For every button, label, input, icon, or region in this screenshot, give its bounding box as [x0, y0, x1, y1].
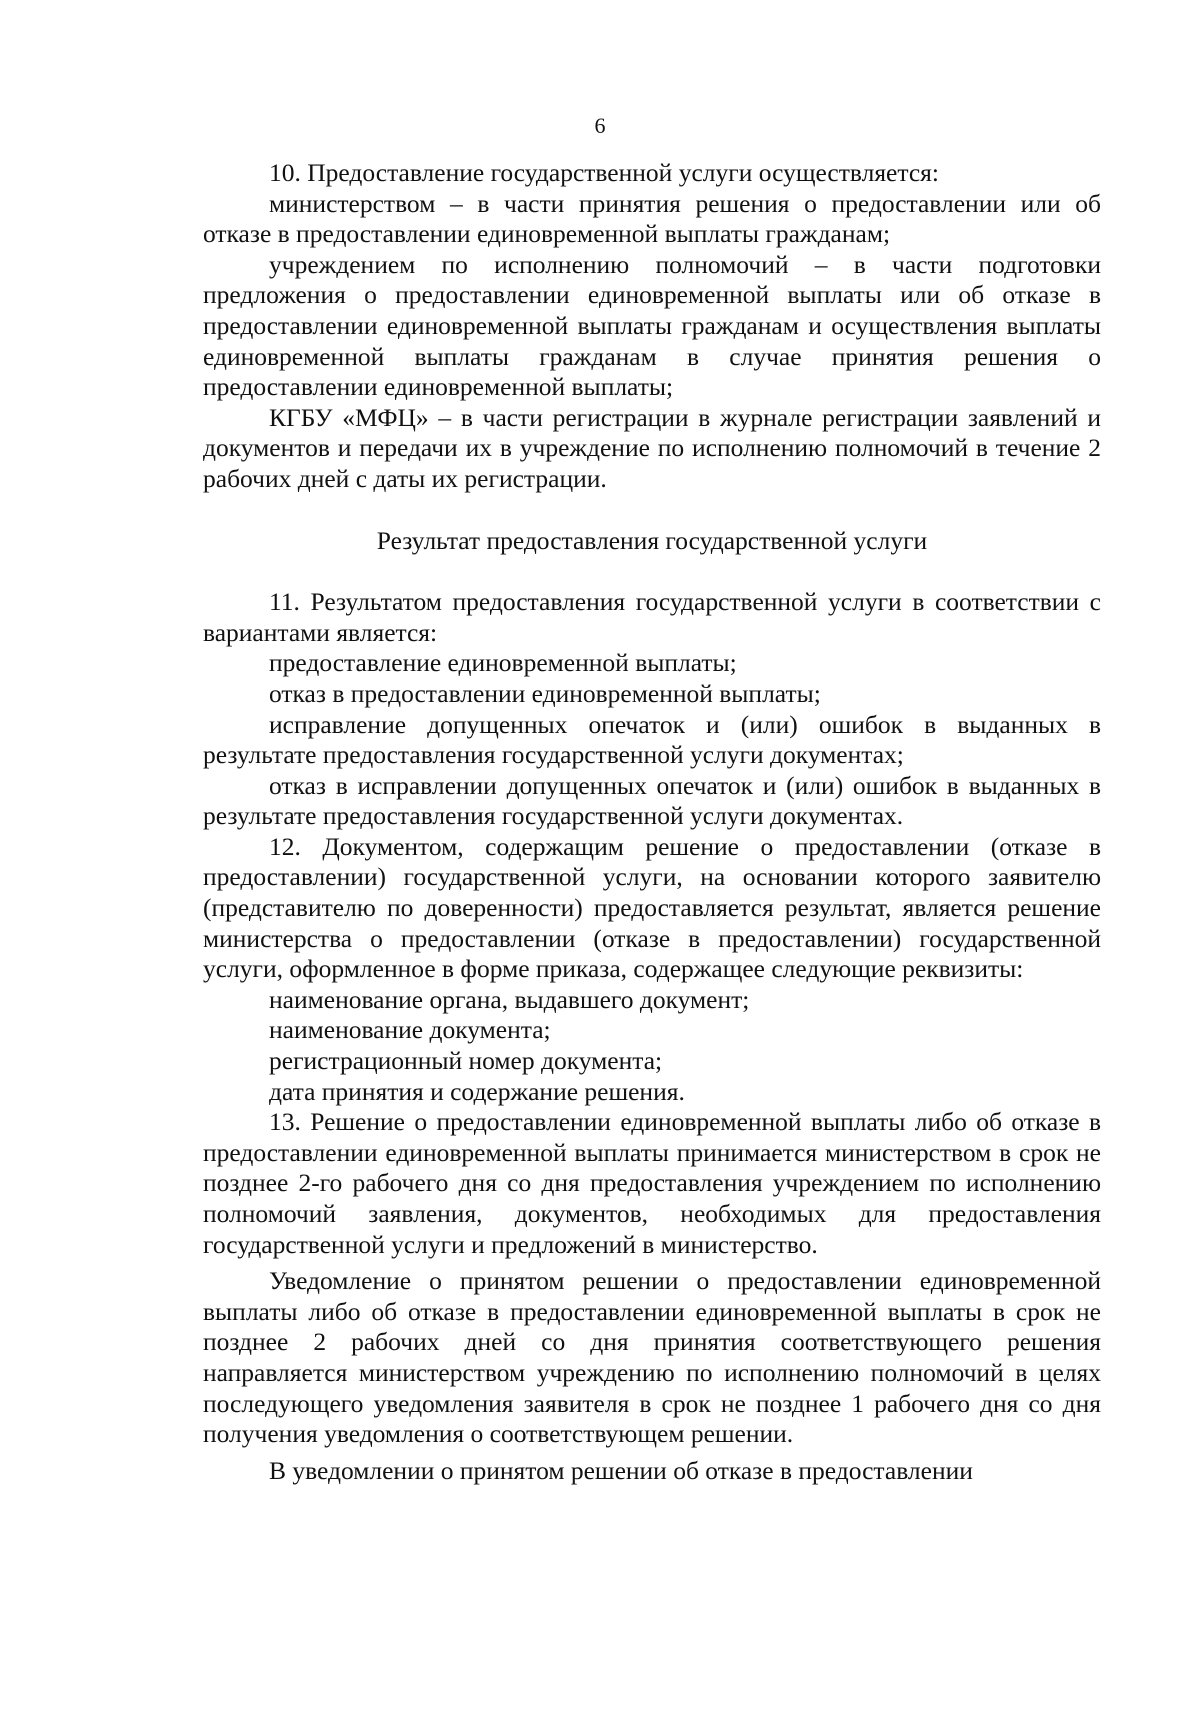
paragraph-12-registration-number: регистрационный номер документа;	[269, 1046, 663, 1076]
paragraph-13-refusal-notice: В уведомлении о принятом решении об отказе в предоставлении	[269, 1455, 973, 1485]
paragraph-12-intro: 12. Документом, содержащим решение о предоставлении (отказе в предоставлении) государственной услуги, на основании которого заявителю (представителю по доверенности) предоставляется результат, является решение министерства о предоставлении (отказе в предоставлении) государственной услуги, оформленное в форме приказа, содержащее следующие реквизиты:	[203, 831, 1101, 984]
paragraph-10-ministry: министерством – в части принятия решения о предоставлении или об отказе в предоставлении единовременной выплаты гражданам;	[203, 188, 1101, 249]
paragraph-10-mfc: КГБУ «МФЦ» – в части регистрации в журнале регистрации заявлений и документов и передачи их в учреждение по исполнению полномочий в течение 2 рабочих дней с даты их регистрации.	[203, 402, 1101, 493]
paragraph-13-notice: Уведомление о принятом решении о предоставлении единовременной выплаты либо об отказе в предоставлении единовременной выплаты в срок не позднее 2 рабочих дней со дня принятия соответствующего решения направляется министерством учреждению по исполнению полномочий в целях последующего уведомления заявителя в срок не позднее 1 рабочего дня со дня получения уведомления о соответствующем решении.	[203, 1266, 1101, 1449]
paragraph-10-intro: 10. Предоставление государственной услуги осуществляется:	[269, 158, 939, 187]
section-heading-result: Результат предоставления государственной услуги	[376, 525, 928, 555]
paragraph-11-refusal: отказ в предоставлении единовременной выплаты;	[269, 678, 821, 708]
paragraph-11-grant: предоставление единовременной выплаты;	[269, 648, 737, 678]
paragraph-11-correction-refusal: отказ в исправлении допущенных опечаток и (или) ошибок в выданных в результате предоставления государственной услуги документах.	[203, 770, 1101, 831]
paragraph-12-date: дата принятия и содержание решения.	[269, 1076, 685, 1106]
document-body	[203, 158, 1101, 1486]
paragraph-11-correction: исправление допущенных опечаток и (или) ошибок в выданных в результате предоставления государственной услуги документах;	[203, 709, 1101, 770]
paragraph-12-authority: наименование органа, выдавшего документ;	[269, 984, 750, 1014]
paragraph-12-document-name: наименование документа;	[269, 1015, 551, 1045]
paragraph-11-intro: 11. Результатом предоставления государственной услуги в соответствии с вариантами является:	[203, 587, 1101, 647]
paragraph-13-decision: 13. Решение о предоставлении единовременной выплаты либо об отказе в предоставлении единовременной выплаты принимается министерством в срок не позднее 2-го рабочего дня со дня предоставления учреждением по исполнению полномочий заявления, документов, необходимых для предоставления государственной услуги и предложений в министерство.	[203, 1107, 1101, 1259]
paragraph-10-institution: учреждением по исполнению полномочий – в части подготовки предложения о предоставлении единовременной выплаты или об отказе в предоставлении единовременной выплаты гражданам и осуществления выплаты единовременной выплаты гражданам в случае принятия решения о предоставлении единовременной выплаты;	[203, 249, 1101, 402]
page-number: 6	[594, 113, 606, 138]
